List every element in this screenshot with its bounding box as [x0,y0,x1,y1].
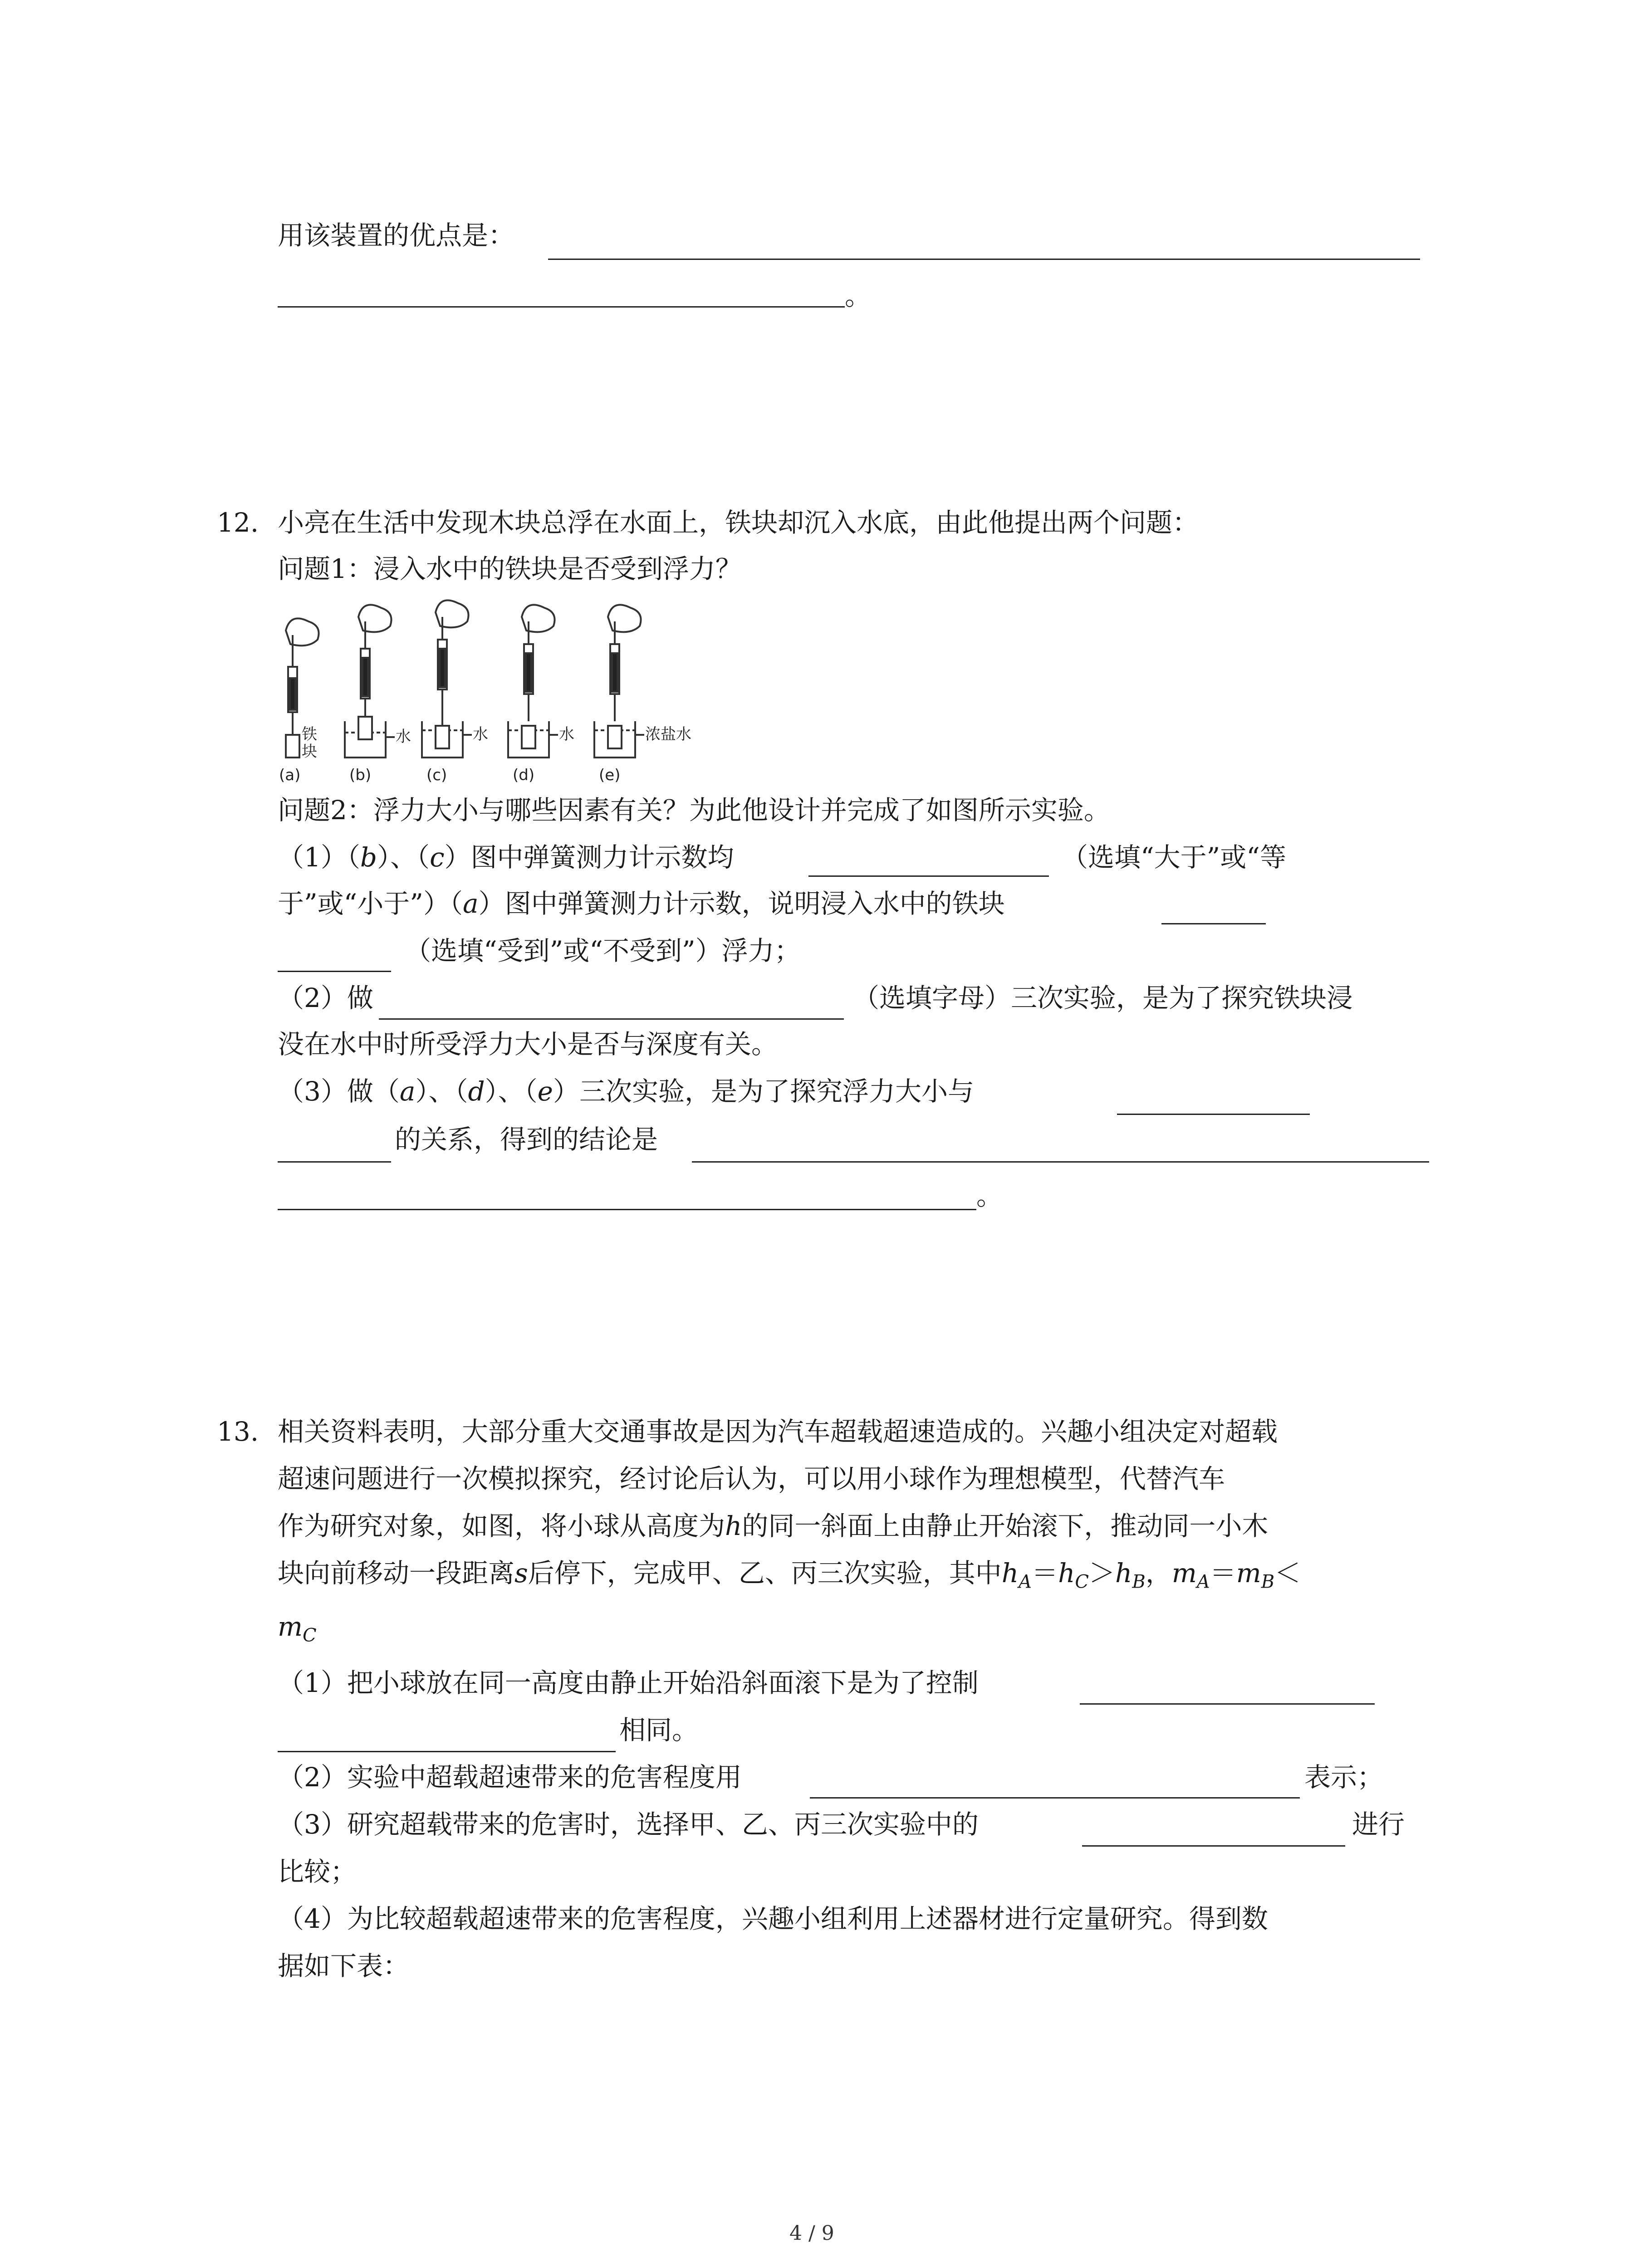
q13-part3-a: （3）研究超载带来的危害时，选择甲、乙、丙三次实验中的 [278,1809,979,1840]
caption-b: (b) [349,766,372,784]
caption-d: (d) [513,766,535,784]
q13-line4: 块向前移动一段距离s后停下，完成甲、乙、丙三次实验，其中$h_A=h_C>h_B$，$m_A=m_B<$ [278,1558,1301,1593]
question-number-13: 13. [217,1416,259,1447]
caption-a: (a) [279,766,301,784]
q13-part1-a: （1）把小球放在同一高度由静止开始沿斜面滚下是为了控制 [278,1667,979,1698]
q12-part3-line1: （3）做（a）、（d）、（e）三次实验，是为了探究浮力大小与 [278,1076,975,1107]
label-iron-1: 铁 [302,725,317,743]
answer-blank-q12-1b-1[interactable] [1161,923,1266,924]
q12-part2-after: （选填字母）三次实验，是为了探究铁块浸 [853,982,1353,1013]
q12-part2-line2: 没在水中时所受浮力大小是否与深度有关。 [278,1029,778,1060]
q13-part2-a: （2）实验中超载超速带来的危害程度用 [278,1762,742,1793]
q12-part2-prefix: （2）做 [278,982,373,1013]
q12-part1-after-blank: （选填“大于”或“等 [1062,842,1286,873]
q13-part2-b: 表示； [1304,1762,1384,1793]
spring-balance-figure [268,599,694,789]
answer-blank-advantage-2[interactable] [278,306,845,308]
answer-blank-q12-3b-1[interactable] [692,1161,1429,1163]
q12-part1-line1: （1）（b）、（c）图中弹簧测力计示数均 [278,842,734,873]
q12-intro: 小亮在生活中发现木块总浮在水面上，铁块却沉入水底，由此他提出两个问题： [278,507,1199,538]
answer-blank-q13-2[interactable] [810,1797,1300,1799]
answer-blank-q12-2[interactable] [379,1018,844,1020]
answer-blank-q13-1-1[interactable] [1080,1703,1375,1705]
answer-blank-q12-1b-2[interactable] [278,971,391,972]
label-iron-2: 块 [302,743,317,761]
q13-part3-c: 比较； [278,1856,357,1887]
label-water-c: 水 [473,725,488,743]
answer-blank-q12-3a-2[interactable] [278,1161,391,1163]
q12-part3-period: 。 [976,1180,1003,1211]
q13-line1: 相关资料表明，大部分重大交通事故是因为汽车超载超速造成的。兴趣小组决定对超载 [278,1416,1278,1447]
answer-blank-advantage-1[interactable] [548,259,1420,260]
advantage-label: 用该装置的优点是： [278,220,515,251]
setup-e [594,605,644,758]
q13-part4-b: 据如下表： [278,1950,410,1981]
answer-blank-q13-3[interactable] [1082,1845,1345,1847]
label-water-b: 水 [396,728,411,746]
answer-blank-q13-1-2[interactable] [278,1751,616,1752]
period: 。 [845,280,872,311]
label-brine-e: 浓盐水 [645,725,691,743]
q13-line3: 作为研究对象，如图，将小球从高度为h的同一斜面上由静止开始滚下，推动同一小木 [278,1510,1269,1541]
page-number: 4 / 9 [789,2222,834,2245]
q13-part1-b: 相同。 [619,1715,699,1745]
question-number-12: 12. [217,507,259,538]
q13-part3-b: 进行 [1352,1809,1405,1840]
q13-part4-a: （4）为比较超载超速带来的危害程度，兴趣小组利用上述器材进行定量研究。得到数 [278,1903,1268,1934]
setup-d [508,605,558,758]
q12-problem1: 问题1：浸入水中的铁块是否受到浮力？ [278,553,742,584]
setup-b [345,605,395,758]
q13-line5: $m_C$ [278,1611,317,1646]
caption-c: (c) [426,766,447,784]
setup-c [422,600,472,758]
label-water-d: 水 [559,725,574,743]
q13-line2: 超速问题进行一次模拟探究，经讨论后认为，可以用小球作为理想模型，代替汽车 [278,1463,1225,1494]
answer-blank-q12-3b-2[interactable] [278,1209,976,1210]
q12-problem2: 问题2：浮力大小与哪些因素有关？为此他设计并完成了如图所示实验。 [278,795,1110,826]
answer-blank-q12-3a-1[interactable] [1117,1114,1310,1115]
q12-part3-line2: 的关系，得到的结论是 [395,1124,658,1155]
answer-blank-q12-1a[interactable] [808,875,1049,877]
caption-e: (e) [599,766,621,784]
q12-part1-line3: （选填“受到”或“不受到”）浮力； [405,935,801,966]
q12-part1-line2: 于”或“小于”）（a）图中弹簧测力计示数，说明浸入水中的铁块 [278,888,1005,919]
